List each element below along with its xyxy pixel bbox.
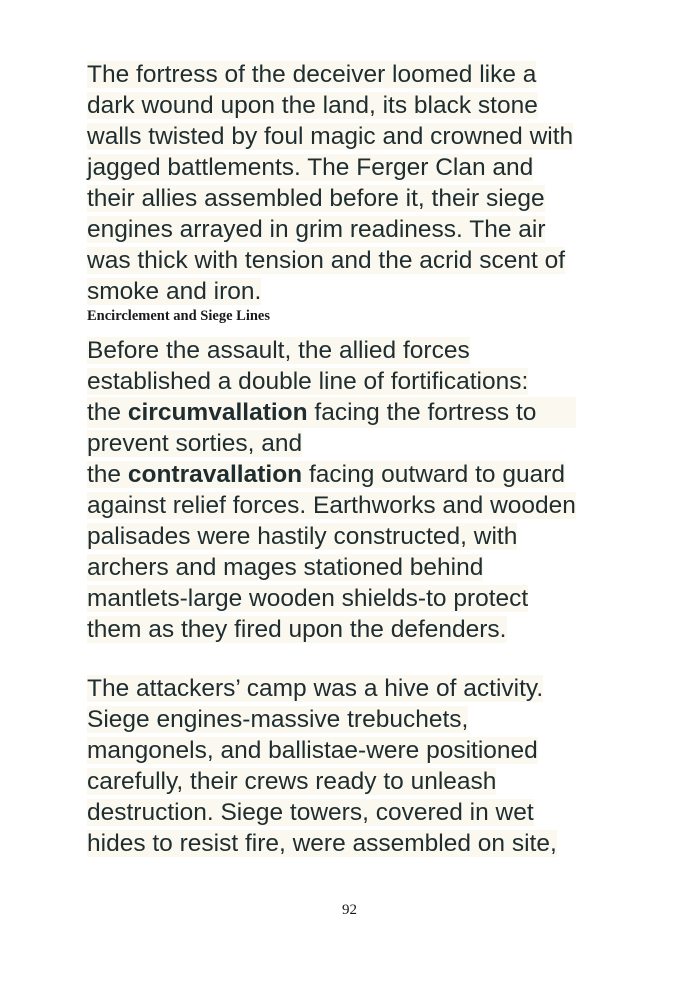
section-heading: Encirclement and Siege Lines — [87, 308, 270, 324]
text-line: mantlets-large wooden shields-to protect — [87, 585, 529, 612]
text-line: palisades were hastily constructed, with — [87, 523, 518, 550]
siege-lines-paragraph — [87, 335, 576, 645]
text-line: Siege engines-massive trebuchets, — [87, 706, 469, 733]
term-contravallation: contravallation — [127, 461, 303, 488]
text-line: was thick with tension and the acrid scent of — [87, 247, 566, 274]
text-line: Before the assault, the allied forces — [87, 337, 470, 364]
text-line: smoke and iron. — [87, 278, 262, 305]
text-line: archers and mages stationed behind — [87, 554, 484, 581]
text-line: The fortress of the deceiver loomed like a — [87, 61, 537, 88]
term-circumvallation: circumvallation — [127, 399, 308, 426]
text-line: the circumvallation facing the fortress to — [87, 397, 576, 428]
page-number: 92 — [342, 902, 357, 918]
text-line: carefully, their crews ready to unleash — [87, 768, 497, 795]
text-line: walls twisted by foul magic and crowned with — [87, 123, 574, 150]
text-line: established a double line of fortifications: — [87, 368, 529, 395]
text-line: The attackers’ camp was a hive of activity. — [87, 675, 544, 702]
text-line: mangonels, and ballistae-were positioned — [87, 737, 538, 764]
text-line: jagged battlements. The Ferger Clan and — [87, 154, 534, 181]
text-line: prevent sorties, and — [87, 430, 303, 457]
intro-paragraph — [87, 59, 573, 307]
text-line: hides to resist fire, were assembled on site, — [87, 830, 557, 857]
text-line: engines arrayed in grim readiness. The air — [87, 216, 546, 243]
text-line: against relief forces. Earthworks and wooden — [87, 492, 576, 519]
text-line: their allies assembled before it, their siege — [87, 185, 545, 212]
camp-paragraph — [87, 673, 557, 859]
text-line: dark wound upon the land, its black stone — [87, 92, 538, 119]
text-line: the contravallation facing outward to guard — [87, 461, 566, 488]
text-line: them as they fired upon the defenders. — [87, 616, 507, 643]
text-line: destruction. Siege towers, covered in wet — [87, 799, 534, 826]
